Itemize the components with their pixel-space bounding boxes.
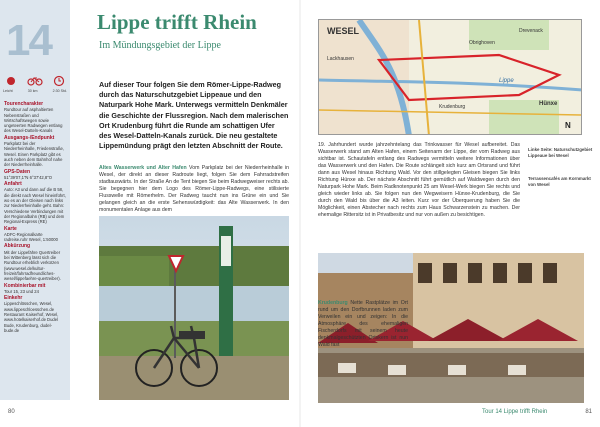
- body-text-krudenburg: [318, 300, 408, 349]
- clock-icon: [51, 75, 67, 87]
- info-sidebar: [0, 0, 70, 400]
- distance-label: 30 km: [27, 89, 38, 93]
- difficulty-label: Leicht: [3, 89, 13, 93]
- map-city-label: WESEL: [327, 26, 360, 36]
- difficulty-labels: [3, 89, 67, 93]
- photo-caption: Linke Seite: Naturschutzgebiet Lippeaue bei Wesel: [528, 147, 593, 158]
- sidebar-text: ADFC-Regionalkarte radreise.ruhr Wesel, 1:50000: [4, 231, 58, 243]
- bicycle-icon: [27, 75, 43, 87]
- difficulty-icon: [3, 75, 19, 87]
- lead-paragraph: Auf dieser Tour folgen Sie dem Römer-Lippe-Radweg durch das Naturschutzgebiet Lippeaue und den Naturpark Hohe Mark. Unterwegs vermitteln Denkmäler die Geschichte der Flussregion. Nach dem malerischen Ort Krudenburg führt die Runde am schattigen Ufer des Wesel-Datteln-Kanals zurück. Die neu gestaltete Lippemündung prägt den letzten Abschnitt der Route.: [99, 80, 289, 151]
- sidebar-text: Rundtour auf asphaltierten Nebenstraßen und Wirtschaftswegen sowie ungeteerten Radwegen entlang des Wesel-Datteln-Kanals: [4, 107, 63, 134]
- section-highlight: Krudenburg: [318, 300, 348, 306]
- sidebar-heading: Anfahrt: [4, 181, 22, 188]
- map-place-label: Lackhausen: [327, 56, 354, 62]
- duration-label: 2:30 Std.: [52, 89, 67, 93]
- sidebar-info-list: [4, 100, 66, 333]
- sidebar-text: Lippeschlösschen, Wesel, www.lippeschloesschen.de Restaurant Kaiserhof, Wesel, www.hotelkaiserhof.de Dudel Bude, Krudenburg, dudel-bude.de: [4, 301, 59, 333]
- map-place-label: Krudenburg: [439, 104, 466, 110]
- body-text-right: 19. Jahrhundert wurde jahrzehntelang das Trinkwasser für Wesel aufbereitet. Das Wasserwerk stand am Alten Hafen, einem Seitenarm der Lippe, der vom Radweg aus sichtbar ist. Schautafeln entlang des Radwegs vermitteln weitere Informationen über das Wasserwerk und den Hafen. Die Route schlängelt sich kurz am Ortsrand und führt dann aus Wesel hinaus Richtung Wald. Vor den stillgelegten Gleisen biegen Sie links Richtung Hünxe ab. Der nächste Abschnitt führt gemütlich auf Waldwegen durch den Naturpark Hohe Mark. Beim Radknotenpunkt 25 am Wesel-Werk biegen Sie rechts und gleich wieder links ab. Sie folgen nun den Wegweisern Hünxe-Krudenburg, die Sie durch den Wald bis über die A3 leiten. Kurz vor der Überquerung haben Sie die Möglichkeit, einen Abstecher nach rechts zum Haus Schwarzenstein zu machen. Der ehemalige Rittersitz ist in Privatbesitz und nur von außen zu besichtigen.: [318, 142, 520, 218]
- body-text: Nette Rastplätze im Ort rund um den Dorfbrunnen laden zum Verweilen ein und zeigen: In die Atmosphäre des ehemaligen Fischerdorfs mit seinem heute denkmalgeschützten Ortskern ist nun Wald fast: [318, 300, 408, 348]
- page-title: Lippe trifft Rhein: [97, 10, 257, 34]
- body-text-left: [99, 165, 289, 214]
- page-subtitle: Im Mündungsgebiet der Lippe: [99, 40, 221, 51]
- sidebar-heading: Einkehr: [4, 295, 23, 302]
- map-place-label: Drevenack: [519, 28, 543, 34]
- sidebar-heading: Karte: [4, 225, 17, 232]
- sidebar-heading: Kombinierbar mit: [4, 282, 46, 289]
- page-gutter: [299, 0, 301, 427]
- sidebar-heading: Abkürzung: [4, 243, 31, 250]
- bicycle-photo: [99, 216, 289, 400]
- sidebar-heading: Tourencharakter: [4, 101, 44, 107]
- tour-number: 14: [6, 16, 51, 65]
- page-number-left: 80: [8, 409, 15, 415]
- sidebar-text: Tour 15, 23 und 24: [4, 288, 39, 294]
- map-place-label: Hünxe: [539, 101, 558, 107]
- difficulty-icons: [3, 75, 67, 87]
- sidebar-text: Mit der Lippefähre Quertreiber bei Wittenberg lässt sich die Rundtour erheblich verkürzen (www.wesel.de/kultur-freizeit/fahrradfreundliches-wesel/lippefaehre-quertreiber).: [4, 249, 61, 282]
- page-number-right: 81: [585, 409, 592, 415]
- sidebar-heading: GPS-Daten: [4, 168, 31, 175]
- sidebar-text: 51°39'07,1"N 6°37'42,8"O: [4, 174, 52, 180]
- map-place-label: Obrighoven: [469, 40, 495, 46]
- section-highlight: Altes Wasserwerk und Alter Hafen: [99, 165, 187, 171]
- photo-caption: Terrassencafés am Kornmarkt von Wesel: [528, 176, 591, 187]
- running-footer: Tour 14 Lippe trifft Rhein: [482, 409, 548, 415]
- route-map: [318, 19, 582, 135]
- sidebar-text: Auto: A3 und dann auf die B 58, die direkt nach Wesel hineinführt, wo es an der Gleisen nach links zur Niederrheinhalle geht. Bahn: Verschiedene Verbindungen mit der Regionalbahn (RB) und dem Regional-Express (RE): [4, 187, 66, 225]
- body-text: Vom Parkplatz bei der Niederrheinhalle in Wesel, der direkt an dieser Radroute liegt, folgen Sie dem Fahrradstreifen stadtauswärts. In der Straße An de Tent biegen Sie beim Radwegweiser rechts ab. Sie begegnen hier dem Logo des Römer-Lippe-Radwegs, eine stilisierte Flusswelle mit Römerhelm. Der Radweg taucht nun ins Grüne ein und Sie gelangen gleich an die erste Sehenswürdigkeit: das Alte Wasserwerk. In den monumentalen Anlage aus dem: [99, 165, 289, 213]
- north-arrow: N: [565, 121, 571, 130]
- sidebar-heading: Ausgangs-/Endpunkt: [4, 134, 55, 141]
- sidebar-text: Parkplatz bei der Niederrheinhalle, Friedenstraße, Wesel. Einen Parkplatz gibt es auch neben dem Bahnhof nahe der Niederrheinhalle.: [4, 141, 65, 168]
- map-river-label: Lippe: [499, 78, 514, 84]
